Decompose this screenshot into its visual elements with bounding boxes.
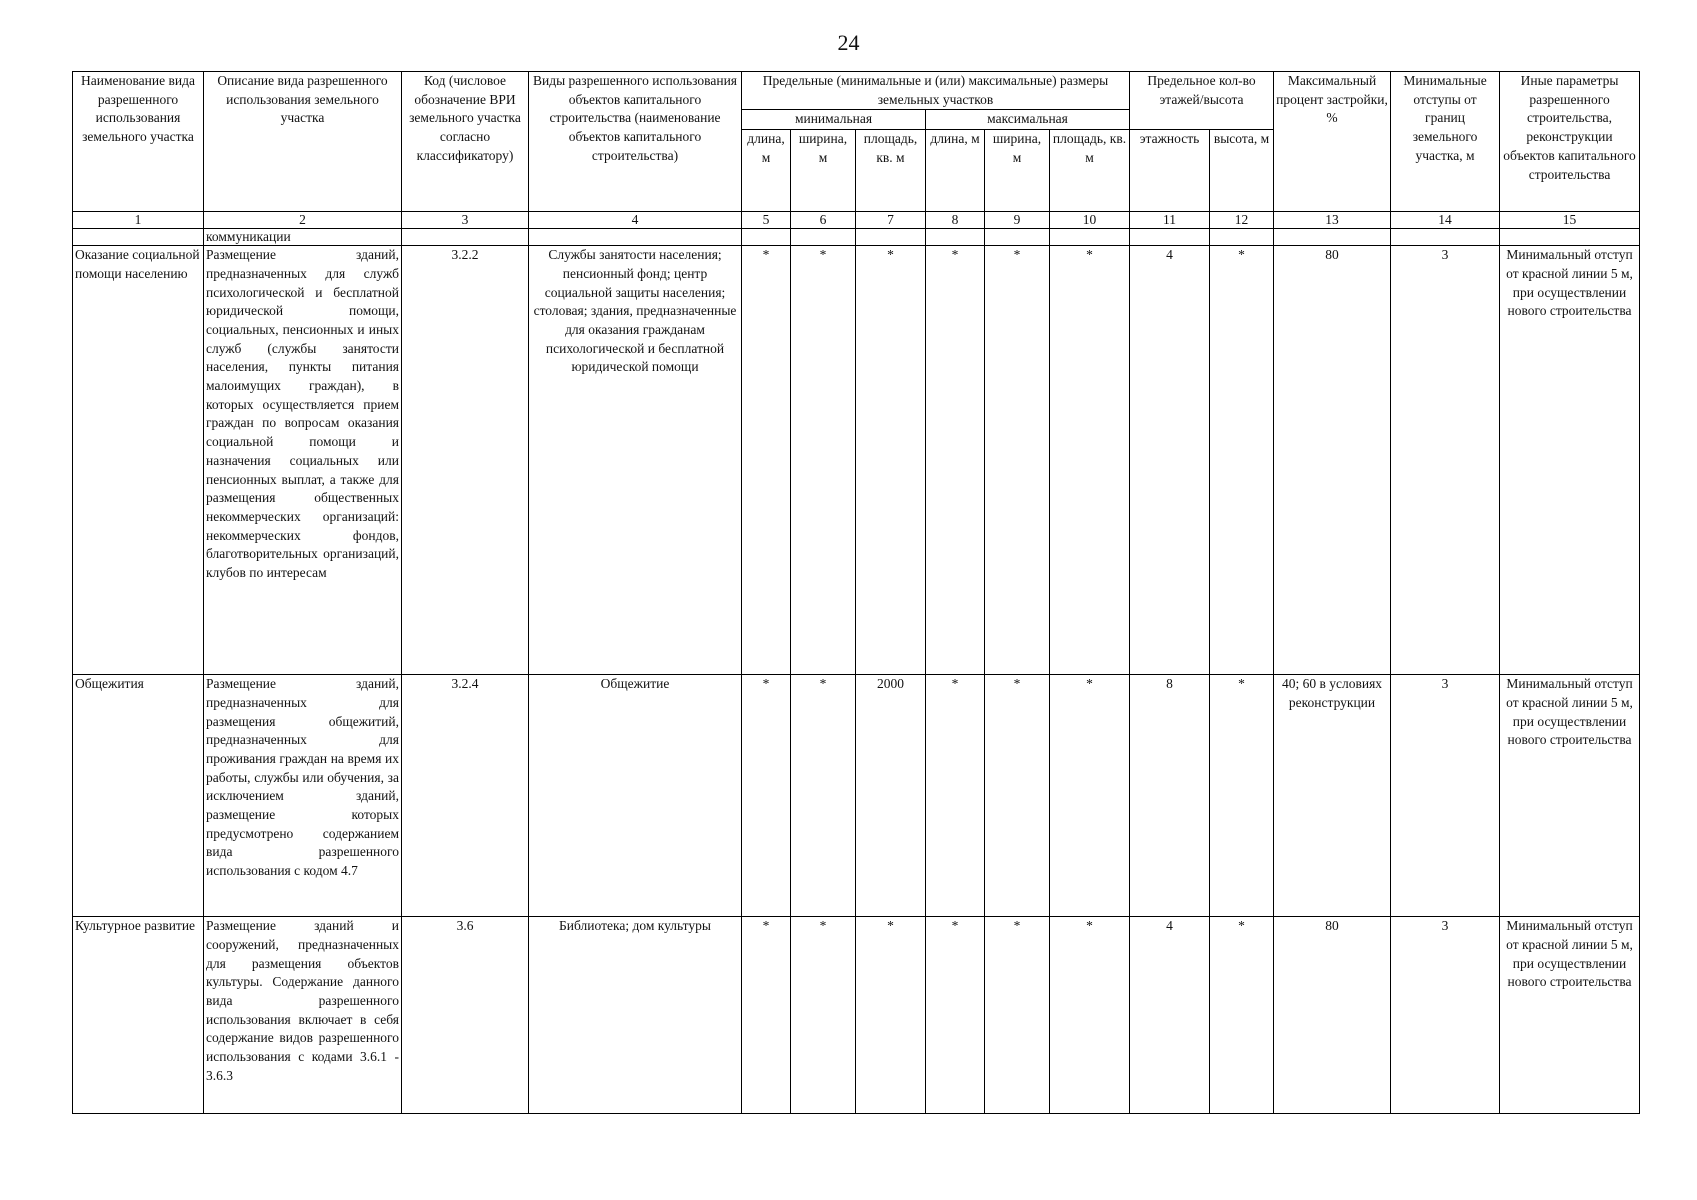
use-description: Размещение зданий и сооружений, предназначенных для размещения объектов культуры. Содержание данного вида разрешенного использования включает в себя содержание видов разрешенного использования с кодами 3.6.1 - 3.6.3	[204, 917, 402, 1114]
column-number: 2	[204, 212, 402, 229]
other-params: Минимальный отступ от красной линии 5 м, при осуществлении нового строительства	[1500, 675, 1640, 917]
min-width: *	[791, 917, 856, 1114]
max-width: *	[985, 917, 1050, 1114]
max-area: *	[1050, 246, 1130, 675]
column-number: 7	[856, 212, 926, 229]
continuation-text: коммуникации	[204, 229, 402, 246]
table-row	[73, 917, 1640, 1114]
min-width: *	[791, 675, 856, 917]
height: *	[1210, 675, 1274, 917]
header-max-area: площадь, кв. м	[1050, 130, 1130, 212]
column-number: 6	[791, 212, 856, 229]
max-percent: 80	[1274, 917, 1391, 1114]
capital-objects: Библиотека; дом культуры	[529, 917, 742, 1114]
min-length: *	[742, 675, 791, 917]
column-number: 3	[402, 212, 529, 229]
capital-objects: Общежитие	[529, 675, 742, 917]
continuation-row	[73, 229, 1640, 246]
min-indent: 3	[1391, 917, 1500, 1114]
column-number: 12	[1210, 212, 1274, 229]
min-area: *	[856, 917, 926, 1114]
min-area: *	[856, 246, 926, 675]
capital-objects: Службы занятости населения; пенсионный фонд; центр социальной защиты населения; столовая; здания, предназначенные для оказания гражданам психологической и бесплатной юридической помощи	[529, 246, 742, 675]
column-number: 5	[742, 212, 791, 229]
header-plot-sizes: Предельные (минимальные и (или) максимальные) размеры земельных участков	[742, 72, 1130, 110]
other-params: Минимальный отступ от красной линии 5 м, при осуществлении нового строительства	[1500, 917, 1640, 1114]
header-min-width: ширина, м	[791, 130, 856, 212]
column-number: 4	[529, 212, 742, 229]
header-maximal: максимальная	[926, 110, 1130, 130]
max-length: *	[926, 917, 985, 1114]
column-number: 14	[1391, 212, 1500, 229]
header-max-length: длина, м	[926, 130, 985, 212]
max-width: *	[985, 246, 1050, 675]
land-use-regulations-table	[72, 71, 1640, 1114]
use-code: 3.2.2	[402, 246, 529, 675]
header-max-width: ширина, м	[985, 130, 1050, 212]
column-number-row	[73, 212, 1640, 229]
page-number: 24	[837, 30, 860, 55]
table-row	[73, 246, 1640, 675]
max-area: *	[1050, 675, 1130, 917]
max-area: *	[1050, 917, 1130, 1114]
column-number: 9	[985, 212, 1050, 229]
header-objects: Виды разрешенного использования объектов капитального строительства (наименование объектов капитального строительства)	[529, 72, 742, 212]
column-number: 13	[1274, 212, 1391, 229]
use-name: Культурное развитие	[73, 917, 204, 1114]
header-row-1	[73, 72, 1640, 110]
table-row	[73, 675, 1640, 917]
column-number: 10	[1050, 212, 1130, 229]
column-number: 15	[1500, 212, 1640, 229]
header-max-percent: Максимальный процент застройки, %	[1274, 72, 1391, 212]
max-percent: 40; 60 в условиях реконструкции	[1274, 675, 1391, 917]
max-length: *	[926, 675, 985, 917]
min-indent: 3	[1391, 675, 1500, 917]
use-code: 3.6	[402, 917, 529, 1114]
header-min-area: площадь, кв. м	[856, 130, 926, 212]
column-number: 1	[73, 212, 204, 229]
min-indent: 3	[1391, 246, 1500, 675]
min-area: 2000	[856, 675, 926, 917]
header-name: Наименование вида разрешенного использования земельного участка	[73, 72, 204, 212]
column-number: 11	[1130, 212, 1210, 229]
header-min-length: длина, м	[742, 130, 791, 212]
column-number: 8	[926, 212, 985, 229]
header-other-params: Иные параметры разрешенного строительства, реконструкции объектов капитального строительства	[1500, 72, 1640, 212]
height: *	[1210, 917, 1274, 1114]
max-length: *	[926, 246, 985, 675]
other-params: Минимальный отступ от красной линии 5 м, при осуществлении нового строительства	[1500, 246, 1640, 675]
header-floors-height: Предельное кол-во этажей/высота	[1130, 72, 1274, 130]
header-minimal: минимальная	[742, 110, 926, 130]
floors: 4	[1130, 246, 1210, 675]
use-description: Размещение зданий, предназначенных для служб психологической и бесплатной юридической помощи, социальных, пенсионных и иных служб (службы занятости населения, пункты питания малоимущих граждан), в которых осуществляется прием граждан по вопросам оказания социальной помощи и назначения социальных или пенсионных выплат, а также для размещения общественных некоммерческих организаций: некоммерческих фондов, благотворительных организаций, клубов по интересам	[204, 246, 402, 675]
floors: 8	[1130, 675, 1210, 917]
max-width: *	[985, 675, 1050, 917]
header-height: высота, м	[1210, 130, 1274, 212]
use-name: Оказание социальной помощи населению	[73, 246, 204, 675]
header-floors: этажность	[1130, 130, 1210, 212]
header-min-indents: Минимальные отступы от границ земельного участка, м	[1391, 72, 1500, 212]
use-name: Общежития	[73, 675, 204, 917]
floors: 4	[1130, 917, 1210, 1114]
min-width: *	[791, 246, 856, 675]
header-code: Код (числовое обозначение ВРИ земельного участка согласно классификатору)	[402, 72, 529, 212]
use-code: 3.2.4	[402, 675, 529, 917]
min-length: *	[742, 246, 791, 675]
height: *	[1210, 246, 1274, 675]
max-percent: 80	[1274, 246, 1391, 675]
min-length: *	[742, 917, 791, 1114]
use-description: Размещение зданий, предназначенных для размещения общежитий, предназначенных для проживания граждан на время их работы, службы или обучения, за исключением зданий, размещение которых предусмотрено содержанием вида разрешенного использования с кодом 4.7	[204, 675, 402, 917]
header-description: Описание вида разрешенного использования земельного участка	[204, 72, 402, 212]
